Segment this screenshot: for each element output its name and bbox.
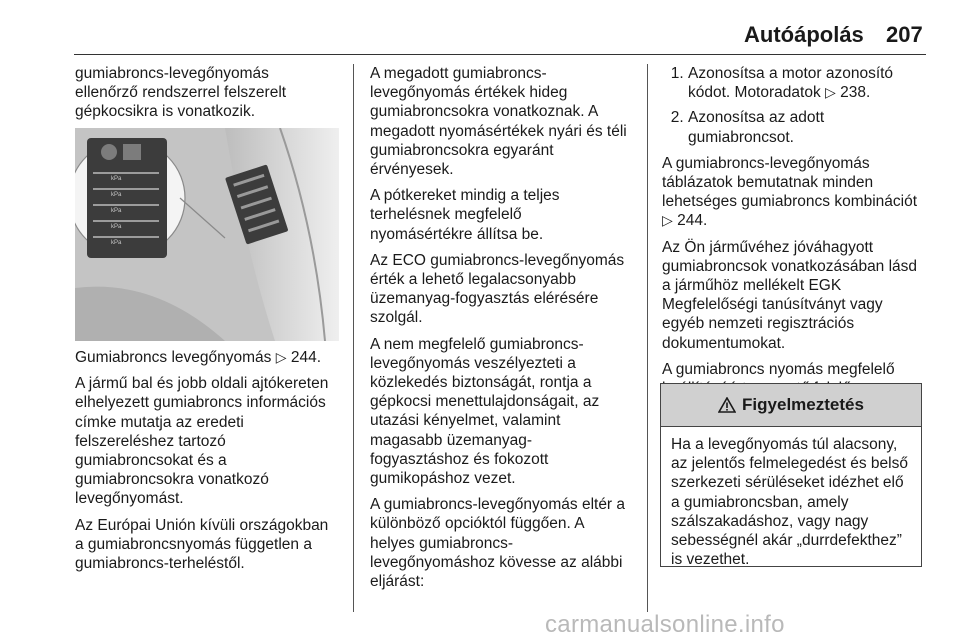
text-line: A pótkereket mindig a teljes bbox=[370, 187, 560, 205]
text-line: lehetséges gumiabroncs kombinációt bbox=[662, 193, 918, 211]
watermark: carmanualsonline.info bbox=[545, 611, 785, 638]
p1-ref: 244. bbox=[677, 212, 708, 230]
label-row: kPa bbox=[111, 208, 122, 214]
warning-body bbox=[661, 427, 921, 569]
text-line: elhelyezett gumiabroncs információs bbox=[75, 394, 326, 412]
text-line: Megfelelőségi tanúsítványt vagy bbox=[662, 296, 883, 314]
warning-box bbox=[660, 383, 922, 567]
text-line: szolgál. bbox=[370, 309, 423, 327]
text-line: A gumiabroncs-levegőnyomás eltér a bbox=[370, 496, 626, 514]
text-line: A nem megfelelő gumiabroncs- bbox=[370, 335, 584, 353]
header-rule bbox=[74, 54, 926, 55]
text-line: megadott nyomásértékek nyári és téli bbox=[370, 122, 627, 140]
text-line: A gumiabroncs-levegőnyomás bbox=[662, 154, 870, 172]
text-line: érvényesek. bbox=[370, 161, 454, 179]
page-reference-icon: ▷ bbox=[662, 212, 673, 229]
label-row: kPa bbox=[111, 240, 122, 246]
text-line: A jármű bal és jobb oldali ajtókereten bbox=[75, 375, 329, 393]
text-line: nyomásértékre állítsa be. bbox=[370, 225, 544, 243]
paragraph bbox=[75, 374, 345, 508]
warning-title: Figyelmeztetés bbox=[742, 395, 864, 414]
text-line: érték a lehető legalacsonyabb bbox=[370, 271, 576, 289]
text-line: gumikopáshoz vezet. bbox=[370, 470, 516, 488]
text-line: gumiabroncsot. bbox=[688, 128, 794, 146]
text-line: Ha a levegőnyomás túl alacsony, bbox=[671, 436, 898, 453]
text-line: is vezethet. bbox=[671, 551, 750, 569]
tire-label-photo bbox=[75, 128, 339, 341]
step1-ref: 238. bbox=[840, 84, 871, 102]
text-line: üzemanyag-fogyasztás elérésére bbox=[370, 290, 599, 308]
text-line: felszereléshez tartozó bbox=[75, 432, 226, 450]
text-line: utazási kényelmet, valamint bbox=[370, 412, 561, 430]
caption-ref: 244. bbox=[290, 349, 322, 366]
text-line: gumiabroncs-terheléstől. bbox=[75, 555, 245, 573]
column-2 bbox=[370, 64, 638, 598]
procedure-list bbox=[662, 64, 930, 147]
text-line: a járműhöz mellékelt EGK bbox=[662, 277, 842, 295]
text-line: gumiabroncs-levegőnyomás bbox=[75, 65, 269, 82]
text-line: közlekedés biztonságát, rontja a bbox=[370, 374, 592, 392]
text-line: magasabb üzemanyag- bbox=[370, 431, 532, 449]
text-line: Az Ön járművéhez jóváhagyott bbox=[662, 238, 874, 256]
paragraph bbox=[370, 186, 638, 244]
text-line: gépkocsikra is vonatkozik. bbox=[75, 103, 256, 121]
text-line: dokumentumokat. bbox=[662, 334, 786, 352]
text-line: a gumiabroncsban, amely bbox=[671, 493, 849, 511]
paragraph bbox=[370, 335, 638, 489]
text-line: szerkezeti sérüléseket idézhet elő bbox=[671, 474, 904, 492]
text-line: Az ECO gumiabroncs-levegőnyomás bbox=[370, 251, 625, 269]
text-line: Az Európai Unión kívüli országokban bbox=[75, 516, 329, 534]
section-title: Autóápolás bbox=[744, 22, 864, 47]
text-line: terhelésnek megfelelő bbox=[370, 206, 522, 224]
page-reference-icon: ▷ bbox=[825, 84, 836, 101]
text-line: A gumiabroncs nyomás megfelelő bbox=[662, 360, 895, 378]
warning-header bbox=[661, 384, 921, 427]
text-line: gumiabroncsok vonatkozásában lásd bbox=[662, 257, 918, 275]
text-line: a gumiabroncsnyomás független a bbox=[75, 535, 312, 553]
paragraph bbox=[75, 516, 345, 574]
intro-paragraph bbox=[75, 64, 345, 122]
text-line: egyéb nemzeti regisztrációs bbox=[662, 315, 855, 333]
page-reference-icon: ▷ bbox=[275, 349, 287, 365]
text-line: különböző opcióktól függően. A bbox=[370, 515, 585, 533]
text-line: levegőnyomás veszélyezteti a bbox=[370, 354, 576, 372]
text-line: fogyasztáshoz és fokozott bbox=[370, 450, 549, 468]
paragraph bbox=[370, 64, 638, 179]
text-line: ellenőrző rendszerrel felszerelt bbox=[75, 84, 287, 102]
text-line: gumiabroncsokra vonatkoznak. A bbox=[370, 103, 599, 121]
column-divider-2 bbox=[647, 64, 648, 612]
warning-triangle-icon bbox=[718, 397, 736, 413]
text-line: gumiabroncsokra vonatkozó bbox=[75, 471, 269, 489]
text-line: A megadott gumiabroncs- bbox=[370, 65, 547, 82]
text-line: gumiabroncsokra egyaránt bbox=[370, 141, 554, 159]
column-3 bbox=[662, 64, 930, 405]
paragraph bbox=[370, 251, 638, 328]
paragraph bbox=[662, 238, 930, 353]
paragraph bbox=[370, 495, 638, 591]
label-row: kPa bbox=[111, 176, 122, 182]
text-line: címke mutatja az eredeti bbox=[75, 413, 244, 431]
door-frame-illustration bbox=[75, 128, 339, 341]
text-line: 1. Azonosítsa a motor azonosító bbox=[688, 65, 894, 82]
text-line: levegőnyomást. bbox=[75, 490, 184, 508]
label-row: kPa bbox=[111, 192, 122, 198]
paragraph bbox=[662, 154, 930, 231]
column-divider-1 bbox=[353, 64, 354, 612]
text-line: levegőnyomás értékek hideg bbox=[370, 84, 568, 102]
text-line: 2. Azonosítsa az adott bbox=[688, 109, 825, 127]
text-line: szálszakadáshoz, vagy nagy bbox=[671, 512, 869, 530]
image-caption: Gumiabroncs levegőnyomás ▷ 244. bbox=[75, 349, 322, 366]
text-line: helyes gumiabroncs- bbox=[370, 534, 514, 552]
text-line: gumiabroncsokat és a bbox=[75, 452, 227, 470]
text-line: levegőnyomáshoz kövesse az alábbi bbox=[370, 553, 623, 571]
text-line: gépkocsi menettulajdonságait, az bbox=[370, 393, 600, 411]
text-line: táblázatok bemutatnak minden bbox=[662, 174, 874, 192]
list-item bbox=[688, 108, 930, 146]
text-line: eljárást: bbox=[370, 573, 425, 591]
page-number: 207 bbox=[886, 22, 923, 47]
column-1 bbox=[75, 64, 345, 573]
label-row: kPa bbox=[111, 224, 122, 230]
text-line: az jelentős felmelegedést és belső bbox=[671, 455, 908, 473]
text-line: sebességnél akár „durrdefekthez” bbox=[671, 532, 902, 550]
list-item bbox=[688, 64, 930, 102]
text-line: kódot. Motoradatok bbox=[688, 84, 821, 102]
